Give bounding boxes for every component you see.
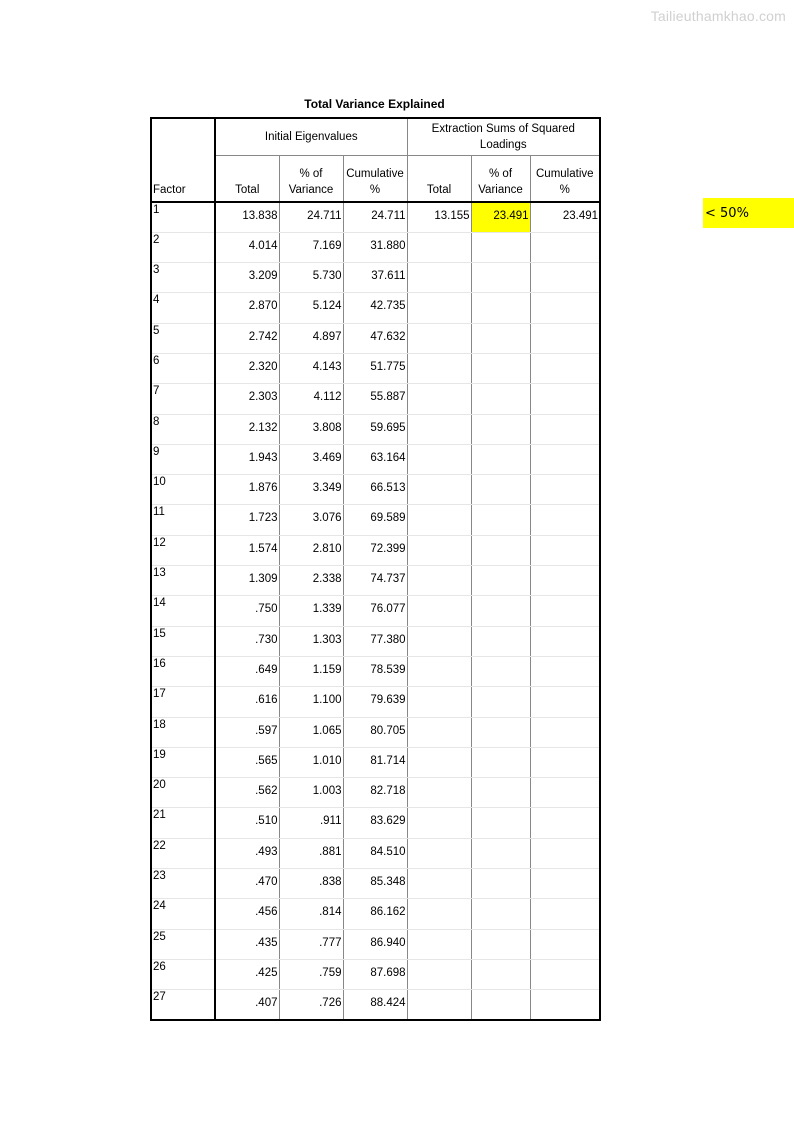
extraction-total-cell <box>407 475 471 505</box>
factor-cell: 18 <box>151 717 215 747</box>
extraction-cumulative-cell <box>530 475 600 505</box>
factor-cell: 15 <box>151 626 215 656</box>
initial-cumulative-cell: 83.629 <box>343 808 407 838</box>
table-row <box>151 626 600 656</box>
factor-cell: 11 <box>151 505 215 535</box>
initial-total-cell: 2.303 <box>215 384 279 414</box>
table-row <box>151 747 600 777</box>
extraction-pct-variance-cell <box>471 323 530 353</box>
extraction-pct-variance-cell <box>471 626 530 656</box>
extraction-pct-variance-cell <box>471 990 530 1020</box>
initial-pct-variance-cell: 1.100 <box>279 687 343 717</box>
extraction-cumulative-cell <box>530 384 600 414</box>
extraction-cumulative-cell <box>530 596 600 626</box>
table-title: Total Variance Explained <box>304 97 445 111</box>
initial-cumulative-cell: 86.162 <box>343 899 407 929</box>
header-initial-total: Total <box>215 156 279 203</box>
factor-cell: 8 <box>151 414 215 444</box>
initial-pct-variance-cell: .838 <box>279 869 343 899</box>
extraction-pct-variance-cell <box>471 505 530 535</box>
table-row <box>151 505 600 535</box>
extraction-pct-variance-cell <box>471 899 530 929</box>
initial-pct-variance-cell: 24.711 <box>279 202 343 232</box>
initial-pct-variance-cell: 3.469 <box>279 444 343 474</box>
extraction-total-cell <box>407 869 471 899</box>
table-row <box>151 263 600 293</box>
initial-pct-variance-cell: 3.349 <box>279 475 343 505</box>
initial-cumulative-cell: 88.424 <box>343 990 407 1020</box>
initial-pct-variance-cell: 1.339 <box>279 596 343 626</box>
table-row <box>151 414 600 444</box>
factor-cell: 22 <box>151 838 215 868</box>
table-row <box>151 353 600 383</box>
watermark-text: Tailieuthamkhao.com <box>650 8 786 24</box>
extraction-total-cell <box>407 990 471 1020</box>
table-row <box>151 202 600 232</box>
initial-total-cell: .493 <box>215 838 279 868</box>
factor-cell: 25 <box>151 929 215 959</box>
initial-cumulative-cell: 63.164 <box>343 444 407 474</box>
factor-cell: 23 <box>151 869 215 899</box>
extraction-total-cell <box>407 626 471 656</box>
extraction-cumulative-cell <box>530 626 600 656</box>
extraction-total-cell <box>407 959 471 989</box>
extraction-cumulative-cell <box>530 323 600 353</box>
initial-cumulative-cell: 81.714 <box>343 747 407 777</box>
initial-pct-variance-cell: .814 <box>279 899 343 929</box>
header-extraction-cumulative: Cumulative % <box>530 156 600 203</box>
table-row <box>151 323 600 353</box>
extraction-pct-variance-cell <box>471 869 530 899</box>
extraction-total-cell <box>407 566 471 596</box>
extraction-total-cell <box>407 263 471 293</box>
initial-total-cell: .649 <box>215 656 279 686</box>
initial-pct-variance-cell: .777 <box>279 929 343 959</box>
initial-cumulative-cell: 31.880 <box>343 232 407 262</box>
extraction-cumulative-cell <box>530 566 600 596</box>
factor-cell: 27 <box>151 990 215 1020</box>
extraction-cumulative-cell <box>530 232 600 262</box>
extraction-cumulative-cell <box>530 717 600 747</box>
header-corner <box>151 118 215 156</box>
table-row <box>151 232 600 262</box>
initial-pct-variance-cell: 7.169 <box>279 232 343 262</box>
extraction-pct-variance-cell <box>471 747 530 777</box>
initial-total-cell: 1.876 <box>215 475 279 505</box>
highlight-note: < 50% <box>703 198 794 228</box>
factor-cell: 14 <box>151 596 215 626</box>
table-row <box>151 929 600 959</box>
extraction-cumulative-cell <box>530 263 600 293</box>
extraction-cumulative-cell <box>530 505 600 535</box>
factor-cell: 5 <box>151 323 215 353</box>
header-extraction-total: Total <box>407 156 471 203</box>
extraction-cumulative-cell <box>530 747 600 777</box>
extraction-total-cell <box>407 505 471 535</box>
extraction-total-cell <box>407 687 471 717</box>
initial-pct-variance-cell: 5.730 <box>279 263 343 293</box>
initial-total-cell: .407 <box>215 990 279 1020</box>
initial-cumulative-cell: 86.940 <box>343 929 407 959</box>
initial-pct-variance-cell: 4.112 <box>279 384 343 414</box>
factor-cell: 7 <box>151 384 215 414</box>
initial-total-cell: 1.309 <box>215 566 279 596</box>
factor-cell: 13 <box>151 566 215 596</box>
initial-total-cell: 2.132 <box>215 414 279 444</box>
extraction-total-cell <box>407 717 471 747</box>
extraction-pct-variance-cell <box>471 414 530 444</box>
factor-cell: 16 <box>151 656 215 686</box>
extraction-pct-variance-cell <box>471 717 530 747</box>
table-row <box>151 959 600 989</box>
extraction-total-cell <box>407 323 471 353</box>
extraction-cumulative-cell <box>530 293 600 323</box>
extraction-pct-variance-cell <box>471 293 530 323</box>
initial-total-cell: 2.870 <box>215 293 279 323</box>
table-row <box>151 596 600 626</box>
extraction-cumulative-cell: 23.491 <box>530 202 600 232</box>
initial-total-cell: .562 <box>215 778 279 808</box>
extraction-cumulative-cell <box>530 444 600 474</box>
extraction-total-cell <box>407 293 471 323</box>
extraction-pct-variance-cell <box>471 656 530 686</box>
factor-cell: 19 <box>151 747 215 777</box>
extraction-total-cell: 13.155 <box>407 202 471 232</box>
initial-cumulative-cell: 84.510 <box>343 838 407 868</box>
initial-total-cell: 4.014 <box>215 232 279 262</box>
extraction-pct-variance-cell <box>471 959 530 989</box>
initial-cumulative-cell: 79.639 <box>343 687 407 717</box>
initial-cumulative-cell: 78.539 <box>343 656 407 686</box>
initial-cumulative-cell: 80.705 <box>343 717 407 747</box>
table-row <box>151 444 600 474</box>
factor-cell: 1 <box>151 202 215 232</box>
initial-total-cell: .435 <box>215 929 279 959</box>
extraction-total-cell <box>407 808 471 838</box>
extraction-cumulative-cell <box>530 899 600 929</box>
extraction-pct-variance-cell <box>471 808 530 838</box>
table-row <box>151 778 600 808</box>
extraction-pct-variance-cell <box>471 778 530 808</box>
initial-total-cell: .425 <box>215 959 279 989</box>
initial-pct-variance-cell: 4.143 <box>279 353 343 383</box>
initial-total-cell: .565 <box>215 747 279 777</box>
initial-total-cell: 1.574 <box>215 535 279 565</box>
extraction-total-cell <box>407 384 471 414</box>
extraction-total-cell <box>407 899 471 929</box>
factor-cell: 21 <box>151 808 215 838</box>
initial-total-cell: 13.838 <box>215 202 279 232</box>
extraction-total-cell <box>407 778 471 808</box>
factor-cell: 17 <box>151 687 215 717</box>
extraction-cumulative-cell <box>530 929 600 959</box>
extraction-total-cell <box>407 656 471 686</box>
initial-cumulative-cell: 47.632 <box>343 323 407 353</box>
header-factor: Factor <box>151 156 215 203</box>
factor-cell: 24 <box>151 899 215 929</box>
extraction-pct-variance-cell <box>471 263 530 293</box>
initial-total-cell: .750 <box>215 596 279 626</box>
initial-cumulative-cell: 87.698 <box>343 959 407 989</box>
initial-pct-variance-cell: .759 <box>279 959 343 989</box>
initial-cumulative-cell: 55.887 <box>343 384 407 414</box>
extraction-total-cell <box>407 232 471 262</box>
initial-pct-variance-cell: .881 <box>279 838 343 868</box>
initial-total-cell: .470 <box>215 869 279 899</box>
extraction-pct-variance-cell <box>471 475 530 505</box>
header-initial-pct-variance: % of Variance <box>279 156 343 203</box>
extraction-pct-variance-cell <box>471 687 530 717</box>
table-row <box>151 656 600 686</box>
extraction-pct-variance-cell <box>471 535 530 565</box>
initial-pct-variance-cell: 4.897 <box>279 323 343 353</box>
extraction-pct-variance-cell <box>471 232 530 262</box>
table-row <box>151 869 600 899</box>
table-row <box>151 808 600 838</box>
initial-total-cell: .597 <box>215 717 279 747</box>
initial-cumulative-cell: 42.735 <box>343 293 407 323</box>
table-row <box>151 566 600 596</box>
initial-pct-variance-cell: 3.808 <box>279 414 343 444</box>
extraction-cumulative-cell <box>530 808 600 838</box>
initial-cumulative-cell: 77.380 <box>343 626 407 656</box>
extraction-cumulative-cell <box>530 656 600 686</box>
factor-cell: 4 <box>151 293 215 323</box>
extraction-total-cell <box>407 838 471 868</box>
extraction-cumulative-cell <box>530 687 600 717</box>
initial-pct-variance-cell: .726 <box>279 990 343 1020</box>
initial-pct-variance-cell: 2.810 <box>279 535 343 565</box>
factor-cell: 10 <box>151 475 215 505</box>
initial-pct-variance-cell: 1.303 <box>279 626 343 656</box>
initial-pct-variance-cell: 1.003 <box>279 778 343 808</box>
initial-cumulative-cell: 59.695 <box>343 414 407 444</box>
extraction-pct-variance-cell <box>471 838 530 868</box>
initial-pct-variance-cell: .911 <box>279 808 343 838</box>
header-initial-cumulative: Cumulative % <box>343 156 407 203</box>
extraction-pct-variance-cell: 23.491 <box>471 202 530 232</box>
initial-cumulative-cell: 74.737 <box>343 566 407 596</box>
extraction-cumulative-cell <box>530 414 600 444</box>
extraction-pct-variance-cell <box>471 929 530 959</box>
initial-cumulative-cell: 69.589 <box>343 505 407 535</box>
extraction-cumulative-cell <box>530 535 600 565</box>
factor-cell: 12 <box>151 535 215 565</box>
factor-cell: 6 <box>151 353 215 383</box>
extraction-total-cell <box>407 444 471 474</box>
initial-pct-variance-cell: 2.338 <box>279 566 343 596</box>
initial-pct-variance-cell: 1.159 <box>279 656 343 686</box>
extraction-cumulative-cell <box>530 838 600 868</box>
initial-total-cell: 2.742 <box>215 323 279 353</box>
initial-total-cell: 3.209 <box>215 263 279 293</box>
factor-cell: 20 <box>151 778 215 808</box>
table-row <box>151 687 600 717</box>
table-body <box>151 202 600 1020</box>
initial-pct-variance-cell: 1.010 <box>279 747 343 777</box>
header-extraction-sums: Extraction Sums of Squared Loadings <box>407 118 600 156</box>
initial-cumulative-cell: 85.348 <box>343 869 407 899</box>
table-row <box>151 990 600 1020</box>
extraction-total-cell <box>407 353 471 383</box>
extraction-pct-variance-cell <box>471 444 530 474</box>
table-row <box>151 717 600 747</box>
initial-cumulative-cell: 24.711 <box>343 202 407 232</box>
initial-cumulative-cell: 66.513 <box>343 475 407 505</box>
extraction-total-cell <box>407 929 471 959</box>
initial-total-cell: .730 <box>215 626 279 656</box>
table-row <box>151 899 600 929</box>
initial-total-cell: .510 <box>215 808 279 838</box>
total-variance-table <box>150 117 601 1021</box>
initial-cumulative-cell: 37.611 <box>343 263 407 293</box>
extraction-total-cell <box>407 596 471 626</box>
table-row <box>151 475 600 505</box>
initial-total-cell: .456 <box>215 899 279 929</box>
factor-cell: 2 <box>151 232 215 262</box>
header-extraction-pct-variance: % of Variance <box>471 156 530 203</box>
header-initial-eigenvalues: Initial Eigenvalues <box>215 118 407 156</box>
factor-cell: 26 <box>151 959 215 989</box>
initial-cumulative-cell: 72.399 <box>343 535 407 565</box>
table-row <box>151 293 600 323</box>
extraction-pct-variance-cell <box>471 596 530 626</box>
extraction-total-cell <box>407 535 471 565</box>
extraction-pct-variance-cell <box>471 566 530 596</box>
initial-total-cell: 2.320 <box>215 353 279 383</box>
extraction-pct-variance-cell <box>471 353 530 383</box>
initial-cumulative-cell: 51.775 <box>343 353 407 383</box>
extraction-pct-variance-cell <box>471 384 530 414</box>
extraction-total-cell <box>407 747 471 777</box>
extraction-total-cell <box>407 414 471 444</box>
extraction-cumulative-cell <box>530 959 600 989</box>
initial-total-cell: 1.943 <box>215 444 279 474</box>
initial-cumulative-cell: 82.718 <box>343 778 407 808</box>
table-row <box>151 535 600 565</box>
extraction-cumulative-cell <box>530 778 600 808</box>
initial-total-cell: .616 <box>215 687 279 717</box>
factor-cell: 3 <box>151 263 215 293</box>
extraction-cumulative-cell <box>530 353 600 383</box>
table-row <box>151 384 600 414</box>
extraction-cumulative-cell <box>530 990 600 1020</box>
extraction-cumulative-cell <box>530 869 600 899</box>
factor-cell: 9 <box>151 444 215 474</box>
initial-pct-variance-cell: 5.124 <box>279 293 343 323</box>
initial-pct-variance-cell: 1.065 <box>279 717 343 747</box>
table-row <box>151 838 600 868</box>
initial-pct-variance-cell: 3.076 <box>279 505 343 535</box>
initial-cumulative-cell: 76.077 <box>343 596 407 626</box>
initial-total-cell: 1.723 <box>215 505 279 535</box>
